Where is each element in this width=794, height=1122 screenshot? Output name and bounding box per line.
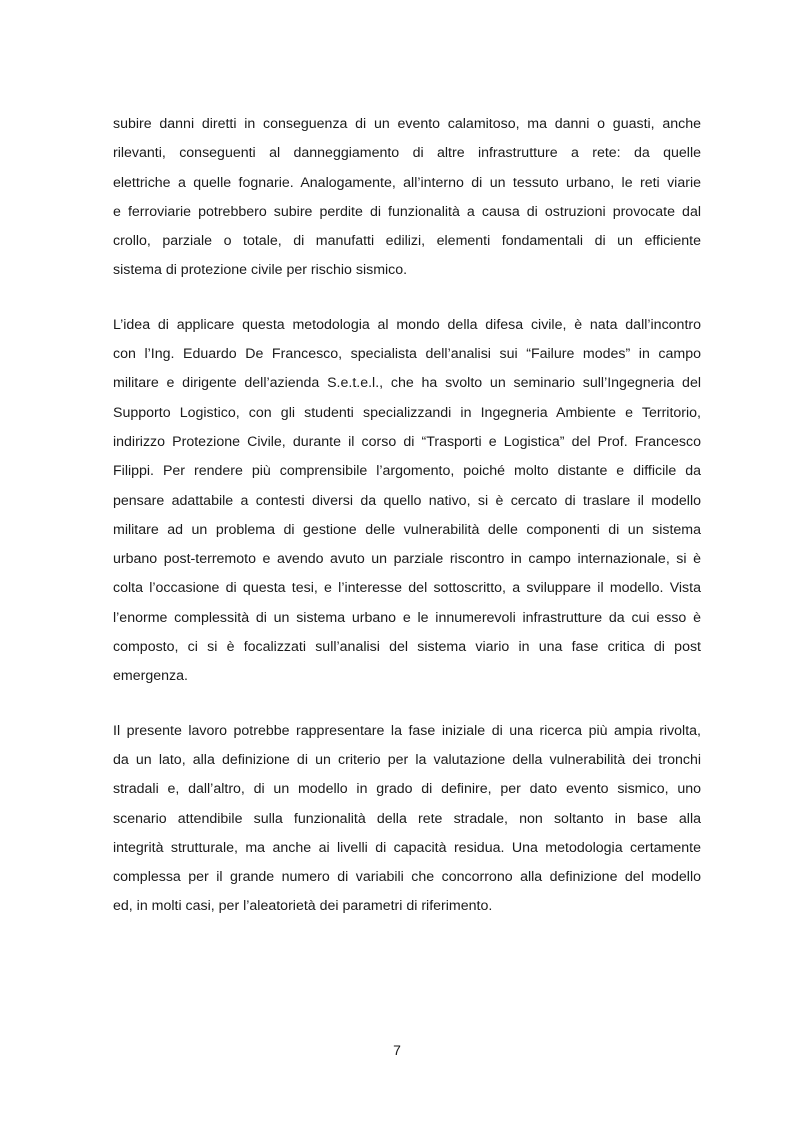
text-line: da un lato, alla definizione di un criterio per la valutazione della vulnerabilità dei tronchi bbox=[113, 751, 701, 768]
text-line: subire danni diretti in conseguenza di un evento calamitoso, ma danni o guasti, anche bbox=[113, 116, 701, 132]
text-line: composto, ci si è focalizzati sull’analisi del sistema viario in una fase critica di post bbox=[113, 639, 701, 656]
text-line: indirizzo Protezione Civile, durante il corso di “Trasporti e Logistica” del Prof. Francesco bbox=[113, 433, 701, 450]
text-line: pensare adattabile a contesti diversi da quello nativo, si è cercato di traslare il modello bbox=[113, 492, 701, 509]
body-text bbox=[113, 110, 701, 947]
text-line: Filippi. Per rendere più comprensibile l’argomento, poiché molto distante e difficile da bbox=[113, 463, 701, 480]
paragraph-3 bbox=[113, 717, 701, 922]
text-line: militare e dirigente dell’azienda S.e.t.e.l., che ha svolto un seminario sull’Ingegneria del bbox=[113, 375, 701, 392]
text-line: militare ad un problema di gestione delle vulnerabilità delle componenti di un sistema bbox=[113, 521, 701, 538]
text-line: ed, in molti casi, per l’aleatorietà dei parametri di riferimento. bbox=[113, 898, 493, 915]
text-line: elettriche a quelle fognarie. Analogamente, all’interno di un tessuto urbano, le reti viarie bbox=[113, 174, 701, 191]
text-line: Supporto Logistico, con gli studenti specializzandi in Ingegneria Ambiente e Territorio, bbox=[113, 404, 701, 421]
text-line: sistema di protezione civile per rischio sismico. bbox=[113, 262, 408, 279]
paragraph-2 bbox=[113, 311, 701, 692]
page-number: 7 bbox=[393, 1042, 401, 1058]
text-line: crollo, parziale o totale, di manufatti edilizi, elementi fondamentali di un efficiente bbox=[113, 233, 701, 250]
text-line: e ferroviarie potrebbero subire perdite di funzionalità a causa di ostruzioni provocate dal bbox=[113, 203, 701, 220]
text-line: l’enorme complessità di un sistema urbano e le innumerevoli infrastrutture da cui esso è bbox=[113, 609, 701, 626]
text-line: complessa per il grande numero di variabili che concorrono alla definizione del modello bbox=[113, 869, 701, 886]
text-line: integrità strutturale, ma anche ai livelli di capacità residua. Una metodologia certamente bbox=[113, 839, 701, 856]
text-line: rilevanti, conseguenti al danneggiamento di altre infrastrutture a rete: da quelle bbox=[113, 145, 701, 162]
text-line: urbano post-terremoto e avendo avuto un parziale riscontro in campo internazionale, si è bbox=[113, 551, 701, 568]
text-line: scenario attendibile sulla funzionalità della rete stradale, non soltanto in base alla bbox=[113, 810, 701, 827]
text-line: Il presente lavoro potrebbe rappresentare la fase iniziale di una ricerca più ampia rivolta, bbox=[113, 722, 701, 739]
text-line: colta l’occasione di questa tesi, e l’interesse del sottoscritto, a sviluppare il modello. Vista bbox=[113, 580, 701, 597]
text-line: emergenza. bbox=[113, 668, 188, 685]
text-line: con l’Ing. Eduardo De Francesco, specialista dell’analisi sui “Failure modes” in campo bbox=[113, 346, 701, 363]
text-line: stradali e, dall’altro, di un modello in grado di definire, per dato evento sismico, uno bbox=[113, 781, 701, 798]
paragraph-1 bbox=[113, 110, 701, 286]
text-line: L’idea di applicare questa metodologia al mondo della difesa civile, è nata dall’incontro bbox=[113, 316, 701, 333]
